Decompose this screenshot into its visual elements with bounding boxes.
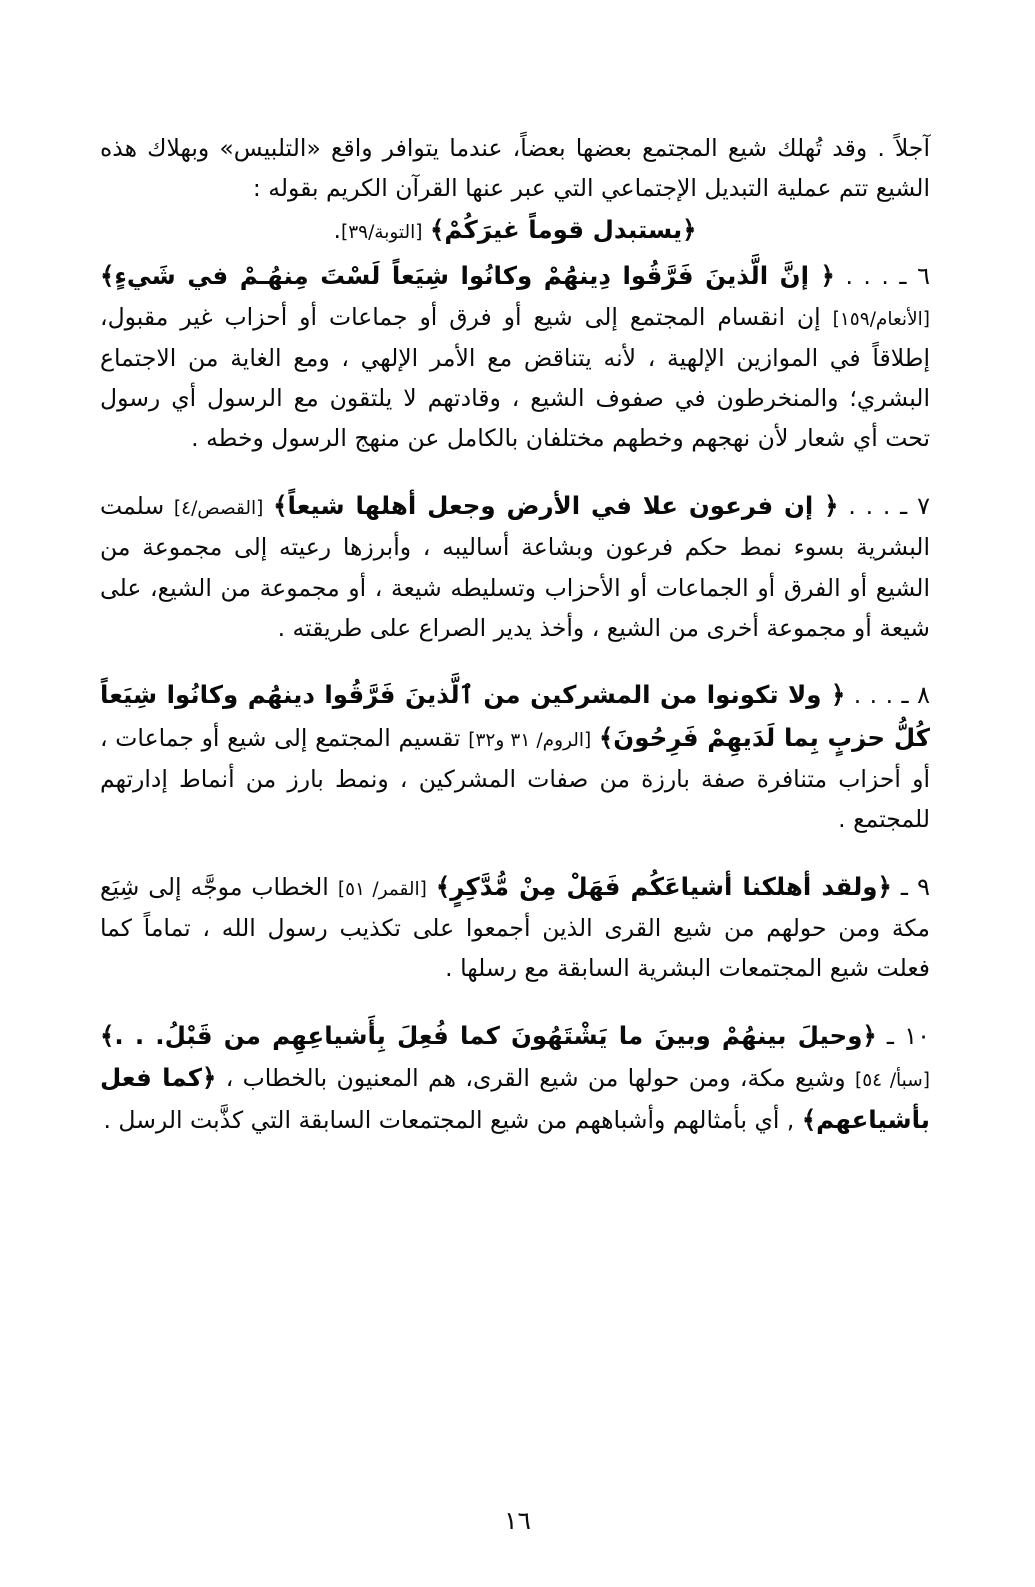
- verse-reference: [الأنعام/١٥٩]: [832, 309, 930, 331]
- quran-verse: ﴿وحيلَ بينهُمْ وبينَ ما يَشْتَهُونَ كما فُعِلَ بِأَشياعِهِم من قَبْلُ. . .﴾: [100, 1020, 877, 1050]
- list-item-9: [100, 866, 930, 989]
- quran-verse: ﴿ولقد أهلكنا أشياعَكُم فَهَلْ مِنْ مُّدَّكِرٍ﴾: [435, 871, 892, 901]
- list-item-6: [100, 255, 930, 459]
- paragraph-intro-verse: [100, 209, 930, 251]
- intro-text: آجلاً . وقد تُهلك شيع المجتمع بعضها بعضاً، عندما يتوافر واقع «التلبيس» وبهلاك هذه الشيع تتم عملية التبديل الإجتماعي التي عبر عنها القرآن الكريم بقوله :: [100, 134, 930, 203]
- verse-reference: [سبأ/ ٥٤]: [854, 1069, 930, 1091]
- verse-tail: .: [333, 215, 341, 244]
- verse-reference: [التوبة/٣٩]: [340, 221, 423, 243]
- quran-verse-secondary: ﴿كما فعل بأشياعهم﴾: [100, 1062, 930, 1134]
- item-number: ١٠ ـ: [886, 1021, 930, 1050]
- quran-verse: ﴿ إن فرعون علا في الأرض وجعل أهلها شيعاً﴾: [273, 490, 839, 520]
- verse-reference: [القصص/٤]: [173, 497, 264, 519]
- item-number: ٩ ـ: [900, 872, 930, 901]
- page-body: [100, 128, 930, 1141]
- item-number: ٨ ـ: [901, 681, 930, 710]
- quran-verse: ﴿يستبدل قوماً غيرَكُمْ﴾: [429, 214, 697, 244]
- item-commentary: تقسيم المجتمع إلى شيع أو جماعات ، أو أحزاب متنافرة صفة بارزة من صفات المشركين ، ونمط بارز من أنماط إدارتهم للمجتمع .: [100, 723, 930, 834]
- item-commentary: الخطاب موجَّه إلى شِيَع مكة ومن حولهم من شيع القرى الذين أجمعوا على تكذيب رسول الله ، تماماً كما فعلت شيع المجتمعات البشرية السابقة مع رسلها .: [100, 872, 930, 983]
- item-commentary-part-2: , أي بأمثالهم وأشباههم من شيع المجتمعات السابقة التي كذَّبت الرسل .: [103, 1105, 795, 1134]
- verse-reference: [الروم/ ٣١ و٣٢]: [468, 729, 592, 751]
- item-commentary-part-1: وشيع مكة، ومن حولها من شيع القرى، هم المعنيون بالخطاب ،: [225, 1063, 846, 1092]
- item-dots: . . .: [853, 681, 894, 710]
- list-item-8: [100, 674, 930, 839]
- verse-reference: [القمر/ ٥١]: [337, 878, 427, 900]
- item-dots: . . .: [845, 261, 889, 290]
- paragraph-intro: [100, 128, 930, 209]
- item-number: ٧ ـ: [900, 491, 930, 520]
- list-item-10: [100, 1015, 930, 1142]
- page-number: ١٦: [504, 1506, 531, 1535]
- quran-verse: ﴿ إنَّ الَّذينَ فَرَّقُوا دِينهَُمْ وكانُوا شِيَعاً لَسْتَ مِنهُـمْ في شَيءٍ﴾: [100, 260, 835, 290]
- quran-verse: ﴿ ولا تكونوا من المشركين من ٱلَّذينَ فَرَّقُوا دينهَُم وكانُوا شِيَعاً كُلُّ حزبٍ بِما لَدَيهِمْ فَرِحُونَ﴾: [100, 680, 930, 752]
- item-commentary: إن انقسام المجتمع إلى شيع أو فرق أو جماعات أو أحزاب غير مقبول، إطلاقاً في الموازين الإلهية ، لأنه يتناقض مع الأمر الإلهي ، ومع الغاية من الاجتماع البشري؛ والمنخرطون في صفوف الشيع ، وقادتهم لا يلتقون مع الرسول أي رسول تحت أي شعار لأن نهجهم وخطهم مختلفان بالكامل عن منهج الرسول وخطه .: [100, 303, 930, 453]
- item-dots: . . .: [848, 491, 891, 520]
- list-item-7: [100, 485, 930, 648]
- item-commentary: سلمت البشرية بسوء نمط حكم فرعون وبشاعة أساليبه ، وأبرزها رعيته إلى مجموعة من الشيع أو الفرق أو الجماعات أو الأحزاب وتسليطه شيعة ، أو مجموعة من الشيع، على شيعة أو مجموعة أخرى من الشيع ، وأخذ يدير الصراع على طريقته .: [100, 491, 930, 642]
- item-number: ٦ ـ: [899, 261, 930, 290]
